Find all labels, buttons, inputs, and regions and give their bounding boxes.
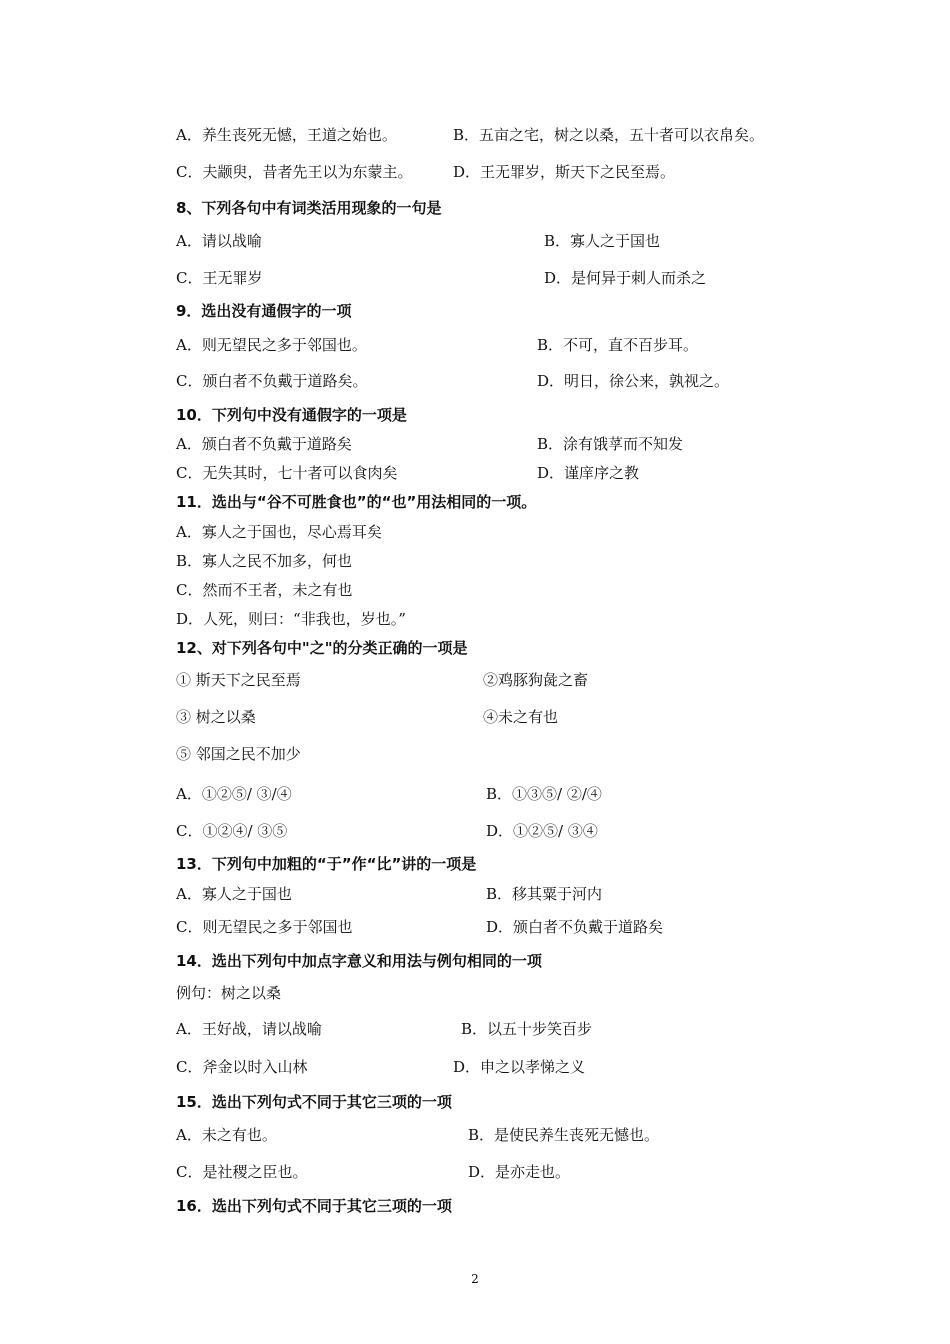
- q12-sentence-3: ③ 树之以桑: [176, 708, 256, 726]
- q13-title: 13．下列句中加粗的“于”作“比”讲的一项是: [176, 855, 477, 873]
- q7-option-d: D．王无罪岁，斯天下之民至焉。: [453, 163, 676, 181]
- q8-option-a: A．请以战喻: [176, 232, 262, 250]
- q9-option-b: B．不可，直不百步耳。: [537, 336, 699, 354]
- q9-option-d: D．明日，徐公来，孰视之。: [537, 372, 730, 390]
- q14-option-c: C．斧金以时入山林: [176, 1058, 308, 1076]
- q14-option-a: A．王好战，请以战喻: [176, 1020, 322, 1038]
- q12-sentence-4: ④未之有也: [483, 708, 559, 726]
- q9-option-a: A．则无望民之多于邻国也。: [176, 336, 367, 354]
- q11-option-c: C．然而不王者，未之有也: [176, 581, 353, 599]
- q14-option-d: D．申之以孝悌之义: [453, 1058, 586, 1076]
- q12-sentence-1: ① 斯天下之民至焉: [176, 671, 301, 689]
- q13-option-c: C．则无望民之多于邻国也: [176, 918, 353, 936]
- q11-option-b: B．寡人之民不加多，何也: [176, 552, 353, 570]
- q9-option-c: C．颁白者不负戴于道路矣。: [176, 372, 368, 390]
- q15-option-b: B．是使民养生丧死无憾也。: [468, 1126, 660, 1144]
- q8-option-b: B．寡人之于国也: [544, 232, 661, 250]
- q12-title: 12、对下列各句中"之"的分类正确的一项是: [176, 639, 468, 657]
- q10-option-c: C．无失其时，七十者可以食肉矣: [176, 464, 398, 482]
- q7-option-b: B．五亩之宅，树之以桑，五十者可以衣帛矣。: [453, 126, 765, 144]
- q13-option-b: B．移其粟于河内: [486, 885, 603, 903]
- q11-title: 11．选出与“谷不可胜食也”的“也”用法相同的一项。: [176, 493, 537, 511]
- q14-example: 例句：树之以桑: [176, 984, 282, 1002]
- q12-sentence-2: ②鸡豚狗彘之畜: [483, 671, 589, 689]
- q11-option-d: D．人死，则曰：“非我也，岁也。”: [176, 610, 406, 628]
- q12-option-a: A．①②⑤/ ③/④: [176, 785, 292, 803]
- q7-option-a: A．养生丧死无憾，王道之始也。: [176, 126, 397, 144]
- q10-title: 10．下列句中没有通假字的一项是: [176, 406, 407, 424]
- q12-sentence-5: ⑤ 邻国之民不加少: [176, 745, 301, 763]
- q15-option-d: D．是亦走也。: [468, 1163, 571, 1181]
- q9-title: 9．选出没有通假字的一项: [176, 302, 352, 320]
- q11-option-a: A．寡人之于国也，尽心焉耳矣: [176, 523, 382, 541]
- q15-title: 15．选出下列句式不同于其它三项的一项: [176, 1093, 452, 1111]
- q8-option-c: C．王无罪岁: [176, 269, 263, 287]
- q13-option-a: A．寡人之于国也: [176, 885, 292, 903]
- q12-option-c: C．①②④/ ③⑤: [176, 822, 288, 840]
- q10-option-a: A．颁白者不负戴于道路矣: [176, 435, 352, 453]
- q10-option-d: D．谨庠序之教: [537, 464, 640, 482]
- q12-option-d: D．①②⑤/ ③④: [486, 822, 598, 840]
- q8-option-d: D．是何异于刺人而杀之: [544, 269, 707, 287]
- q15-option-a: A．未之有也。: [176, 1126, 277, 1144]
- q7-option-c: C．夫颛臾，昔者先王以为东蒙主。: [176, 163, 413, 181]
- q14-title: 14．选出下列句中加点字意义和用法与例句相同的一项: [176, 952, 542, 970]
- q8-title: 8、下列各句中有词类活用现象的一句是: [176, 199, 442, 217]
- q14-option-b: B．以五十步笑百步: [461, 1020, 593, 1038]
- q12-option-b: B．①③⑤/ ②/④: [486, 785, 602, 803]
- q10-option-b: B．涂有饿莩而不知发: [537, 435, 684, 453]
- q13-option-d: D．颁白者不负戴于道路矣: [486, 918, 664, 936]
- q16-title: 16．选出下列句式不同于其它三项的一项: [176, 1197, 452, 1215]
- page-number: 2: [471, 1272, 479, 1286]
- q15-option-c: C．是社稷之臣也。: [176, 1163, 308, 1181]
